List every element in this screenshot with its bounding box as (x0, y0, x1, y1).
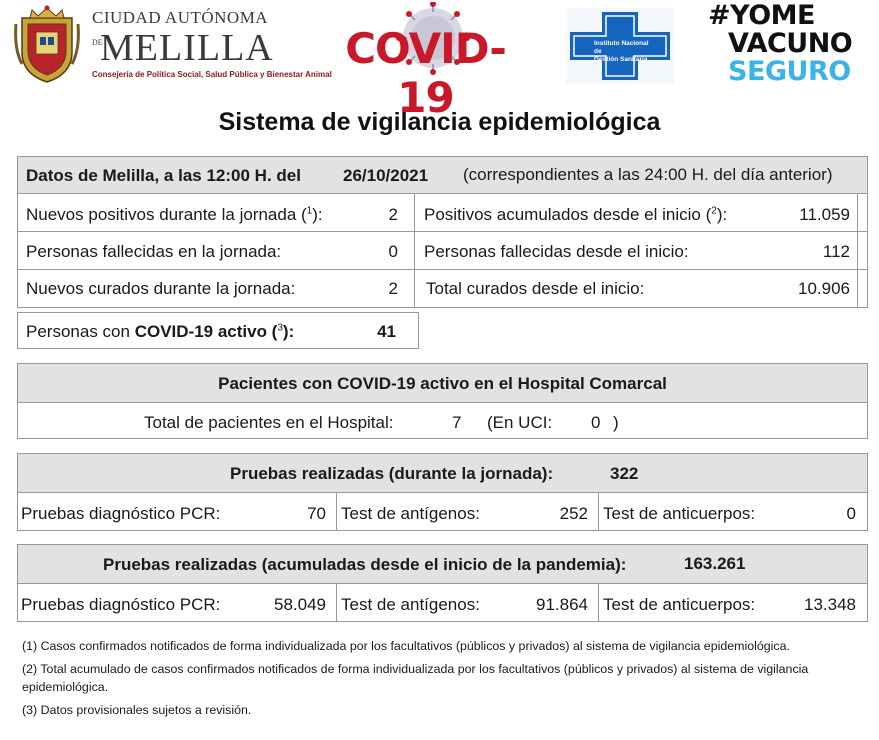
campaign-line1: #YOME (708, 0, 815, 31)
cum-positive-value: 11.059 (799, 205, 850, 224)
cured-day-label: Nuevos curados durante la jornada: (26, 279, 296, 298)
column-divider (857, 193, 858, 307)
table-row (18, 583, 867, 621)
melilla-coat-of-arms-icon (14, 4, 80, 84)
daily-date: 26/10/2021 (343, 166, 429, 185)
tests-total-value: 163.261 (684, 554, 746, 573)
hospital-header-row (18, 364, 867, 402)
column-divider (598, 492, 599, 530)
tests-day-header: Pruebas realizadas (durante la jornada): (230, 464, 554, 483)
pcr-total-label: Pruebas diagnóstico PCR: (21, 595, 221, 614)
daily-data-table (17, 156, 868, 308)
campaign-logo (708, 2, 878, 86)
tests-total-table (17, 544, 868, 622)
active-value: 41 (377, 322, 396, 341)
ingesa-line2: Gestión Sanitaria (594, 56, 648, 63)
new-positive-label: Nuevos positivos durante la jornada ($^1$): (26, 205, 323, 224)
melilla-de: DE (92, 38, 103, 47)
active-label: Personas con COVID-19 activo ($^3$): (26, 322, 295, 341)
antigen-day-label: Test de antígenos: (341, 504, 480, 523)
footnotes (22, 637, 872, 724)
ingesa-line1: Instituto Nacional de (594, 40, 649, 55)
hospital-table (17, 363, 868, 439)
deaths-total-value: 112 (822, 242, 850, 261)
melilla-line2: MELILLA (100, 27, 274, 69)
campaign-line3: SEGURO (728, 56, 851, 87)
pcr-day-value: 70 (307, 504, 326, 523)
footnote-3: (3) Datos provisionales sujetos a revisión. (22, 703, 252, 717)
cured-day-value: 2 (388, 279, 398, 298)
deaths-total-label: Personas fallecidas desde el inicio: (424, 242, 689, 261)
daily-header-row (18, 157, 867, 193)
footnote-2: (2) Total acumulado de casos confirmados notificados de forma individualizada por los facultativos (públicos y privados) al sistema de vigilancia epidemiológica. (22, 662, 809, 694)
daily-intro: Datos de Melilla, a las 12:00 H. del (26, 166, 301, 185)
ingesa-logo (566, 8, 674, 84)
hospital-header: Pacientes con COVID-19 activo en el Hospital Comarcal (218, 374, 667, 393)
hospital-total-value: 7 (452, 413, 462, 432)
antibody-total-label: Test de anticuerpos: (603, 595, 756, 614)
melilla-line1: CIUDAD AUTÓNOMA (92, 8, 269, 27)
antibody-day-label: Test de anticuerpos: (603, 504, 756, 523)
tests-day-total: 322 (610, 464, 639, 483)
table-row (18, 492, 867, 530)
active-cases-box (17, 312, 419, 349)
tests-total-header: Pruebas realizadas (acumuladas desde el inicio de la pandemia): (103, 555, 627, 574)
melilla-wordmark (92, 8, 332, 79)
column-divider (336, 583, 337, 621)
footnote-1: (1) Casos confirmados notificados de forma individualizada por los facultativos (públicos y privados) al sistema de vigilancia epidemiológica. (22, 639, 790, 653)
antibody-total-value: 13.348 (804, 595, 856, 614)
pcr-day-label: Pruebas diagnóstico PCR: (21, 504, 221, 523)
cum-positive-label: Positivos acumulados desde el inicio ($^2$): (424, 205, 728, 224)
ingesa-logo-text (594, 40, 654, 64)
pcr-total-value: 58.049 (274, 595, 326, 614)
table-row (18, 402, 867, 438)
hospital-total-label: Total de pacientes en el Hospital: (144, 413, 394, 432)
uci-label: (En UCI: (487, 413, 553, 432)
antigen-total-label: Test de antígenos: (341, 595, 480, 614)
cured-total-label: Total curados desde el inicio: (426, 279, 645, 298)
campaign-line2: VACUNO (728, 28, 853, 59)
table-row (18, 231, 867, 269)
tests-day-table (17, 453, 868, 531)
cured-total-value: 10.906 (798, 279, 850, 298)
column-divider (598, 583, 599, 621)
deaths-day-label: Personas fallecidas en la jornada: (26, 242, 282, 261)
covid-logo-text: COVID-19 (345, 24, 506, 122)
covid-19-logo (333, 2, 518, 122)
antibody-day-value: 0 (846, 504, 856, 523)
column-divider (414, 193, 415, 307)
deaths-day-value: 0 (388, 242, 398, 261)
column-divider (336, 492, 337, 530)
new-positive-value: 2 (388, 205, 398, 224)
antigen-day-value: 252 (559, 504, 588, 523)
tests-day-header-row (18, 454, 867, 492)
table-row (18, 193, 867, 231)
page-title: Sistema de vigilancia epidemiológica (218, 108, 661, 136)
daily-note: (correspondientes a las 24:00 H. del día anterior) (463, 165, 833, 184)
antigen-total-value: 91.864 (536, 595, 588, 614)
uci-value: 0 (591, 413, 601, 432)
melilla-department: Consejería de Política Social, Salud Pública y Bienestar Animal (92, 70, 332, 79)
uci-close: ) (613, 413, 619, 432)
table-row (18, 269, 867, 307)
tests-total-header-row (18, 545, 867, 583)
